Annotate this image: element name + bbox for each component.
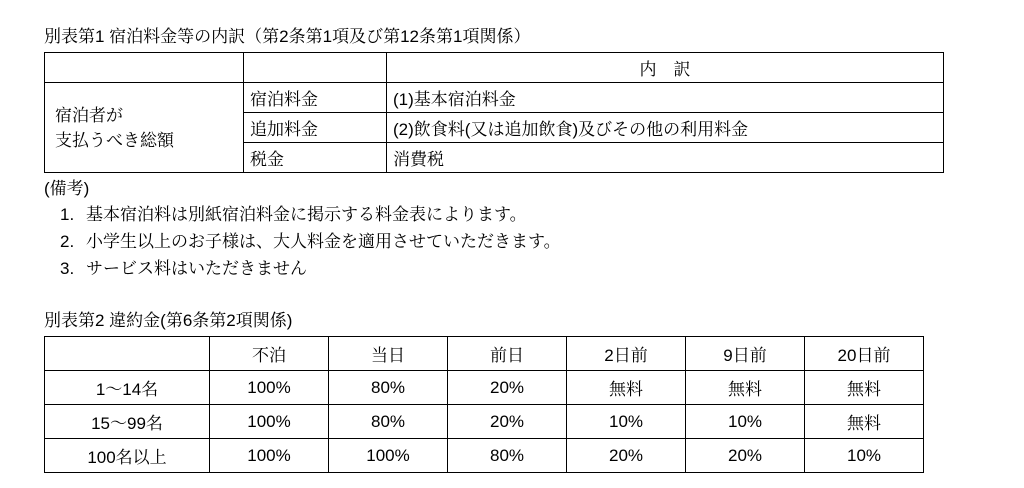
cell-value: 100% bbox=[210, 439, 329, 473]
note-item bbox=[44, 228, 1024, 255]
appendix-2-table bbox=[44, 336, 924, 473]
row-label-line-2: 支払うべき総額 bbox=[55, 130, 174, 150]
cell-value: 100% bbox=[329, 439, 448, 473]
row-label: 15〜99名 bbox=[45, 405, 210, 439]
cell-value: 無料 bbox=[805, 371, 924, 405]
cell-kind: 追加料金 bbox=[244, 113, 387, 143]
cell-value: 10% bbox=[567, 405, 686, 439]
notes-block bbox=[0, 177, 1024, 282]
section-appendix-2 bbox=[0, 310, 1024, 473]
header-cell-day-before: 前日 bbox=[448, 337, 567, 371]
cell-value: 100% bbox=[210, 371, 329, 405]
table-row bbox=[45, 439, 924, 473]
cell-kind: 税金 bbox=[244, 143, 387, 173]
cell-value: 20% bbox=[448, 405, 567, 439]
cell-detail: 消費税 bbox=[387, 143, 944, 173]
cell-value: 20% bbox=[567, 439, 686, 473]
cell-value: 20% bbox=[448, 371, 567, 405]
row-label: 100名以上 bbox=[45, 439, 210, 473]
cell-value: 80% bbox=[329, 405, 448, 439]
row-label-total-amount bbox=[45, 83, 244, 173]
table-header-row bbox=[45, 53, 944, 83]
header-cell-no-show: 不泊 bbox=[210, 337, 329, 371]
cell-detail: (1)基本宿泊料金 bbox=[387, 83, 944, 113]
note-item bbox=[44, 201, 1024, 228]
row-label: 1〜14名 bbox=[45, 371, 210, 405]
header-cell-blank-1 bbox=[45, 53, 244, 83]
header-cell-blank-2 bbox=[244, 53, 387, 83]
note-text: サービス料はいただきません bbox=[86, 259, 307, 278]
cell-value: 100% bbox=[210, 405, 329, 439]
cell-kind: 宿泊料金 bbox=[244, 83, 387, 113]
cell-value: 10% bbox=[686, 405, 805, 439]
cell-value: 10% bbox=[805, 439, 924, 473]
cell-value: 無料 bbox=[686, 371, 805, 405]
cell-value: 無料 bbox=[567, 371, 686, 405]
note-text: 小学生以上のお子様は、大人料金を適用させていただきます。 bbox=[86, 232, 561, 251]
cell-detail: (2)飲食料(又は追加飲食)及びその他の利用料金 bbox=[387, 113, 944, 143]
cell-value: 80% bbox=[329, 371, 448, 405]
cell-value: 80% bbox=[448, 439, 567, 473]
table-row bbox=[45, 371, 924, 405]
appendix-1-table bbox=[44, 52, 944, 173]
header-cell-blank bbox=[45, 337, 210, 371]
cell-value: 無料 bbox=[805, 405, 924, 439]
table-row bbox=[45, 405, 924, 439]
cell-value: 20% bbox=[686, 439, 805, 473]
table-header-row bbox=[45, 337, 924, 371]
header-cell-breakdown: 内 訳 bbox=[387, 53, 944, 83]
header-cell-2-days-before: 2日前 bbox=[567, 337, 686, 371]
section-appendix-1 bbox=[0, 26, 1024, 173]
note-number: 3. bbox=[60, 259, 75, 278]
row-label-line-1: 宿泊者が bbox=[55, 105, 123, 125]
appendix-1-heading: 別表第1 宿泊料金等の内訳（第2条第1項及び第12条第1項関係） bbox=[44, 27, 531, 46]
header-cell-same-day: 当日 bbox=[329, 337, 448, 371]
note-text: 基本宿泊料は別紙宿泊料金に掲示する料金表によります。 bbox=[86, 205, 527, 224]
note-number: 1. bbox=[60, 205, 75, 224]
header-cell-9-days-before: 9日前 bbox=[686, 337, 805, 371]
note-item bbox=[44, 255, 1024, 282]
table-row bbox=[45, 83, 944, 113]
header-cell-20-days-before: 20日前 bbox=[805, 337, 924, 371]
appendix-2-heading: 別表第2 違約金(第6条第2項関係) bbox=[44, 311, 293, 330]
notes-title: (備考) bbox=[44, 179, 90, 198]
note-number: 2. bbox=[60, 232, 75, 251]
